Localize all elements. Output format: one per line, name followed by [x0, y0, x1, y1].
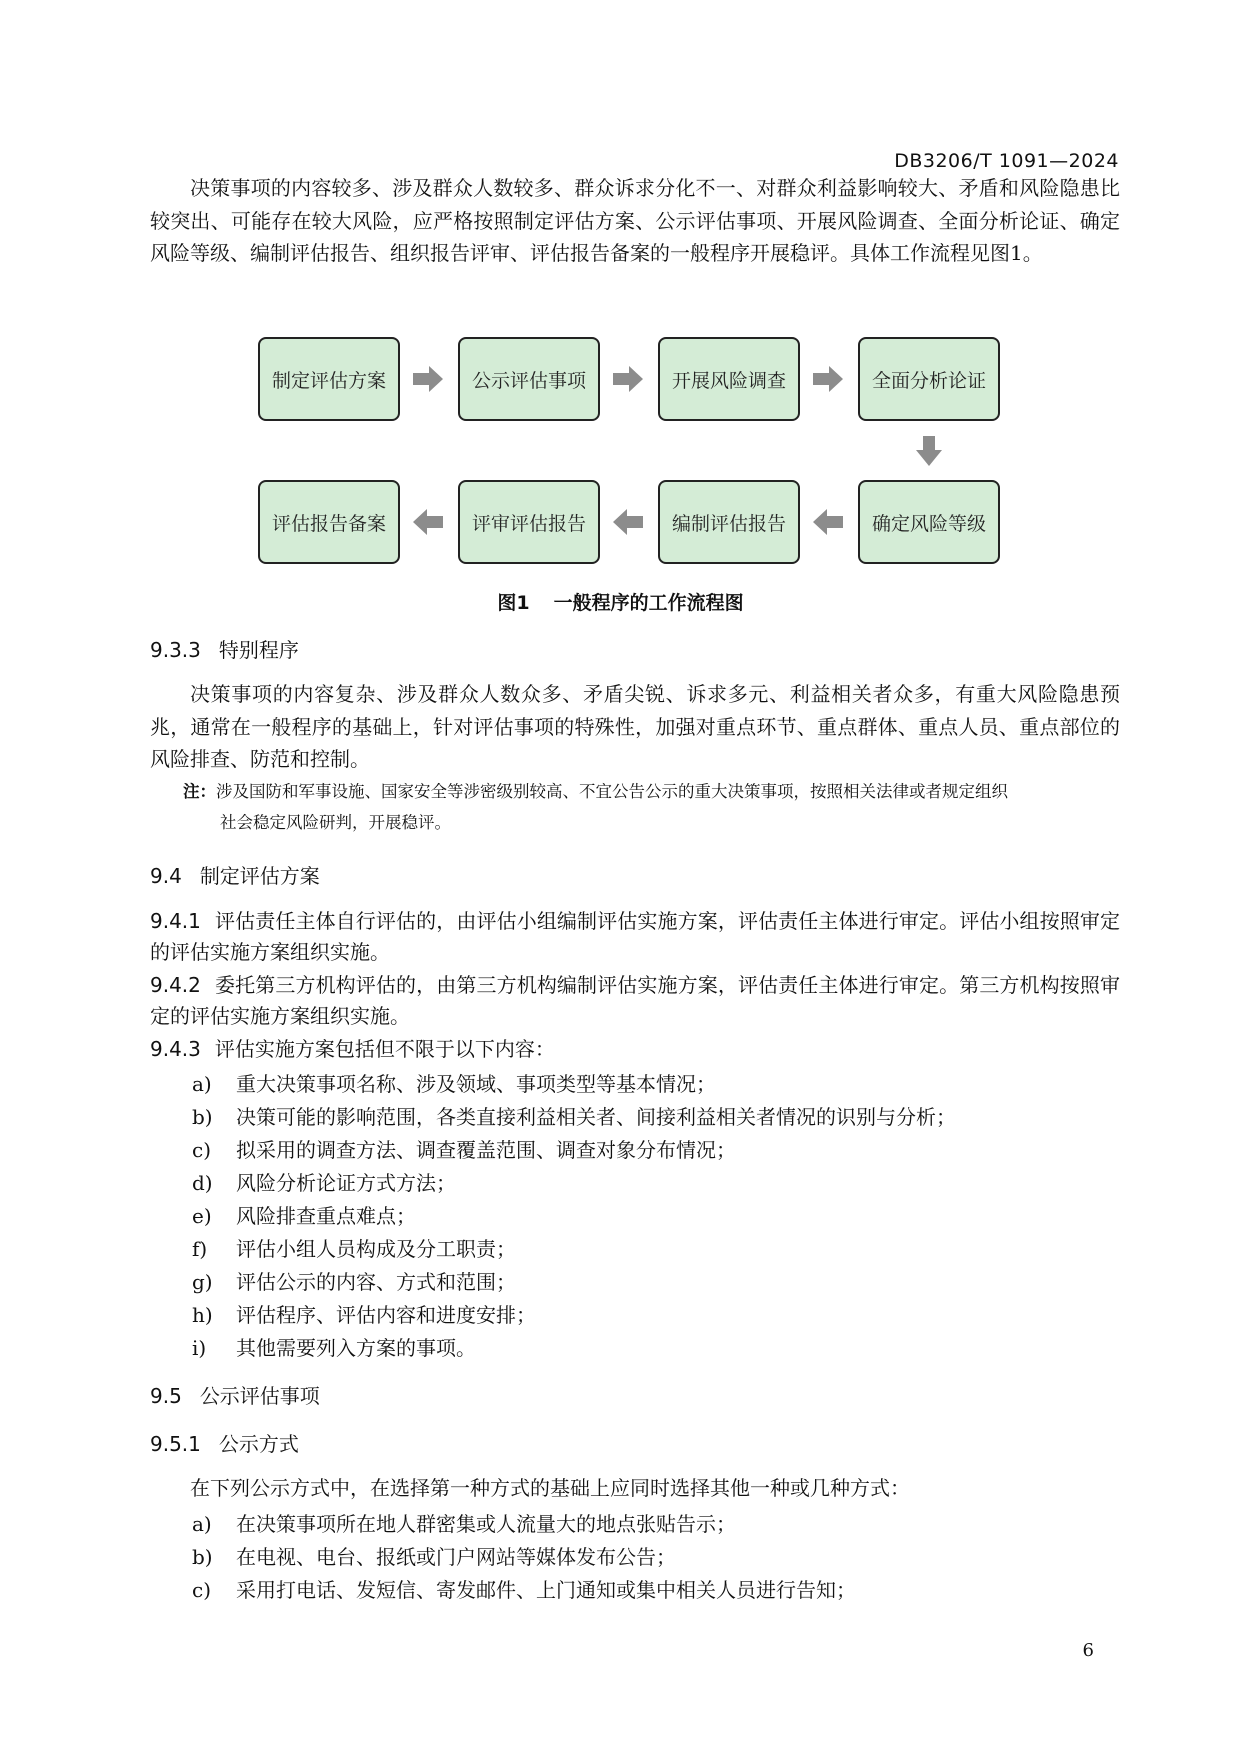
arrow-down-icon [914, 436, 944, 466]
list-item-text: 重大决策事项名称、涉及领域、事项类型等基本情况； [236, 1072, 716, 1096]
flow-box-review: 评审评估报告 [458, 480, 600, 564]
section-heading-9-4 [150, 860, 320, 889]
list-marker: a) [192, 1512, 212, 1536]
flow-box-filing: 评估报告备案 [258, 480, 400, 564]
clause-9-4-2 [150, 970, 1120, 1032]
list-item-text: 风险排查重点难点； [236, 1204, 416, 1228]
list-marker: h) [192, 1303, 213, 1327]
list-item-text: 在电视、电台、报纸或门户网站等媒体发布公告； [236, 1545, 676, 1569]
list-item [192, 1134, 736, 1163]
list-marker: c) [192, 1138, 212, 1162]
list-item [192, 1508, 736, 1537]
note-line-1: 涉及国防和军事设施、国家安全等涉密级别较高、不宜公告公示的重大决策事项，按照相关法律或者规定组织 [216, 782, 1008, 801]
list-item [192, 1574, 856, 1603]
flowchart [258, 337, 1016, 567]
section-heading-9-3-3 [150, 634, 299, 663]
arrow-right-icon [413, 364, 443, 394]
list-item [192, 1299, 536, 1328]
list-marker: f) [192, 1237, 208, 1261]
intro-paragraph: 决策事项的内容较多、涉及群众人数较多、群众诉求分化不一、对群众利益影响较大、矛盾和风险隐患比较突出、可能存在较大风险，应严格按照制定评估方案、公示评估事项、开展风险调查、全面分析论证、确定风险等级、编制评估报告、组织报告评审、评估报告备案的一般程序开展稳评。具体工作流程见图1。 [150, 176, 1120, 265]
flow-box-make-plan: 制定评估方案 [258, 337, 400, 421]
section-title: 公示方式 [218, 1432, 299, 1456]
list-item [192, 1101, 956, 1130]
list-item-text: 决策可能的影响范围，各类直接利益相关者、间接利益相关者情况的识别与分析； [236, 1105, 956, 1129]
section-heading-9-5 [150, 1380, 320, 1409]
list-item [192, 1200, 416, 1229]
document-code: DB3206/T 1091—2024 [894, 150, 1119, 172]
list-marker: d) [192, 1171, 213, 1195]
list-marker: i) [192, 1336, 207, 1360]
clause-text: 评估责任主体自行评估的，由评估小组编制评估实施方案，评估责任主体进行审定。评估小组按照审定的评估实施方案组织实施。 [150, 909, 1120, 964]
figure-title: 一般程序的工作流程图 [553, 592, 744, 614]
list-marker: c) [192, 1578, 212, 1602]
clause-number: 9.4.1 [150, 909, 201, 933]
note-label: 注： [183, 782, 216, 801]
arrow-left-icon [413, 507, 443, 537]
clause-9-4-1 [150, 906, 1120, 968]
note-line-2: 社会稳定风险研判，开展稳评。 [220, 813, 451, 832]
arrow-right-icon [613, 364, 643, 394]
section-title: 公示评估事项 [199, 1384, 320, 1408]
figure-label: 图1 [497, 592, 530, 614]
note [183, 776, 1123, 838]
figure-caption [0, 588, 1241, 615]
page-number: 6 [1082, 1640, 1094, 1661]
list-item-text: 风险分析论证方式方法； [236, 1171, 456, 1195]
arrow-left-icon [813, 507, 843, 537]
flow-box-analysis: 全面分析论证 [858, 337, 1000, 421]
list-marker: e) [192, 1204, 212, 1228]
arrow-right-icon [813, 364, 843, 394]
list-item [192, 1068, 716, 1097]
list-item-text: 评估公示的内容、方式和范围； [236, 1270, 516, 1294]
list-item-text: 拟采用的调查方法、调查覆盖范围、调查对象分布情况； [236, 1138, 736, 1162]
list-marker: g) [192, 1270, 213, 1294]
section-title: 特别程序 [218, 638, 299, 662]
list-item [192, 1541, 676, 1570]
publicity-paragraph: 在下列公示方式中，在选择第一种方式的基础上应同时选择其他一种或几种方式： [190, 1476, 910, 1500]
list-item-text: 采用打电话、发短信、寄发邮件、上门通知或集中相关人员进行告知； [236, 1578, 856, 1602]
section-number: 9.5.1 [150, 1432, 201, 1456]
list-item [192, 1167, 456, 1196]
list-item [192, 1233, 516, 1262]
section-number: 9.5 [150, 1384, 182, 1408]
flow-box-risk-survey: 开展风险调查 [658, 337, 800, 421]
flow-box-risk-level: 确定风险等级 [858, 480, 1000, 564]
flow-box-publicize: 公示评估事项 [458, 337, 600, 421]
list-marker: b) [192, 1105, 213, 1129]
list-item [192, 1332, 476, 1361]
list-item-text: 评估小组人员构成及分工职责； [236, 1237, 516, 1261]
list-item-text: 其他需要列入方案的事项。 [236, 1336, 476, 1360]
list-item-text: 在决策事项所在地人群密集或人流量大的地点张贴告示； [236, 1512, 736, 1536]
section-title: 制定评估方案 [199, 864, 320, 888]
section-number: 9.3.3 [150, 638, 201, 662]
section-heading-9-5-1 [150, 1428, 299, 1457]
flow-box-report: 编制评估报告 [658, 480, 800, 564]
clause-9-4-3 [150, 1034, 1120, 1065]
section-number: 9.4 [150, 864, 182, 888]
list-marker: a) [192, 1072, 212, 1096]
clause-number: 9.4.3 [150, 1037, 201, 1061]
list-marker: b) [192, 1545, 213, 1569]
clause-text: 评估实施方案包括但不限于以下内容： [214, 1037, 555, 1061]
list-item-text: 评估程序、评估内容和进度安排； [236, 1303, 536, 1327]
special-procedure-paragraph: 决策事项的内容复杂、涉及群众人数众多、矛盾尖锐、诉求多元、利益相关者众多，有重大风险隐患预兆，通常在一般程序的基础上，针对评估事项的特殊性，加强对重点环节、重点群体、重点人员、重点部位的风险排查、防范和控制。 [150, 682, 1120, 771]
clause-text: 委托第三方机构评估的，由第三方机构编制评估实施方案，评估责任主体进行审定。第三方机构按照审定的评估实施方案组织实施。 [150, 973, 1120, 1028]
arrow-left-icon [613, 507, 643, 537]
clause-number: 9.4.2 [150, 973, 201, 997]
list-item [192, 1266, 516, 1295]
